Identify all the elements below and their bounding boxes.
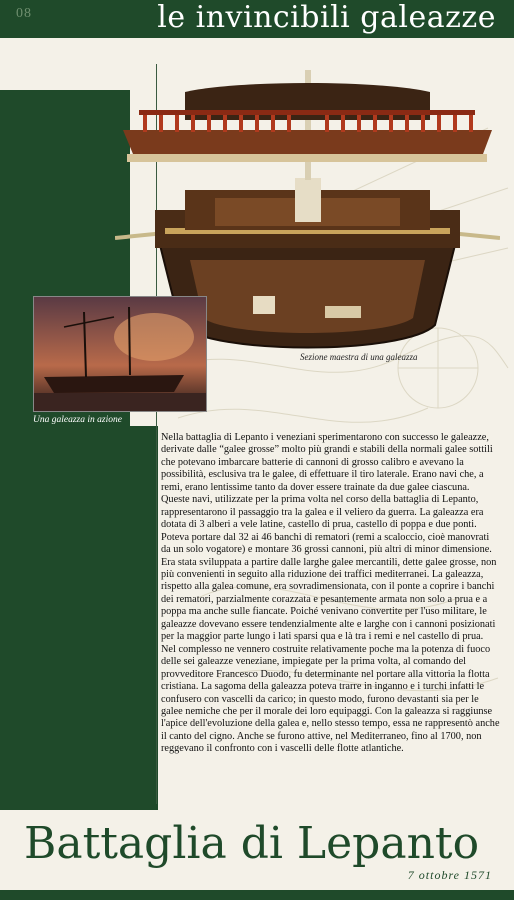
painting-caption: Una galeazza in azione bbox=[33, 415, 122, 425]
footer-title: Battaglia di Lepanto bbox=[24, 818, 480, 869]
paragraph: Nella battaglia di Lepanto i veneziani sperimentarono con successo le galeazze, derivate dalle “galee grosse” molto più grandi e stabili della normali galee sottili che potevano imbarcare batterie di cannoni di grosso calibro e avevano la possibilità, esclusiva tra le galee, di effettuare il tiro laterale. Erano navi che, a remi, erano lentissime tanto da dover essere trainate da due galee ciascuna. bbox=[161, 432, 493, 493]
footer-date: 7 ottobre 1571 bbox=[407, 868, 492, 882]
paragraph: Nel complesso ne vennero costruite relativamente poche ma la potenza di fuoco delle sei galeazze veneziane, impiegate per la prima volta, al comando del provveditore Francesco Duodo, fu determinante nel portare alla vittoria la flotta cristiana. La sagoma della galeazza poteva trarre in inganno e i turchi infatti le confusero con vascelli da carico; in questo modo, furono devastanti sia per le galee nemiche che per il morale dei loro equipaggi. Con la galeazza si raggiunse l'apice dell'evoluzione della galea e, nello stesso tempo, essa ne rappresentò anche il canto del cigno. Anche se furono attive, nel Mediterraneo, fino al 1700, non reggevano il confronto con i vascelli delle flotte atlantiche. bbox=[161, 643, 500, 755]
header-bar bbox=[0, 0, 514, 38]
battle-painting bbox=[33, 296, 207, 412]
page-title: le invincibili galeazze bbox=[157, 0, 496, 35]
ship-caption: Sezione maestra di una galeazza bbox=[300, 352, 418, 362]
side-panel-lower bbox=[0, 426, 158, 810]
article-body bbox=[161, 432, 501, 756]
footer-bar bbox=[0, 890, 514, 900]
paragraph: Era stata sviluppata a partire dalle larghe galee mercantili, dette galee grosse, non più convenienti in seguito alla riduzione dei traffici mediterranei. La galeazza, rispetto alla galea comune, era sovradimensionata, con il ponte a coprire i banchi dei rematori, parzialmente corazzata e pesantemente armata non solo a prua e a poppa ma anche sulle fiancate. Poiché venivano convertite per l'uso militare, le galeazze dovevano essere tendenzialmente alte e larghe con i cannoni posizionati per la maggior parte lungo i lati sparsi qua e là tra i remi e nel castello di prua. bbox=[161, 556, 497, 643]
paragraph: Queste navi, utilizzate per la prima volta nel corso della battaglia di Lepanto, rappresentarono il passaggio tra la galea e il veliero da guerra. La galeazza era dotata di 3 alberi a vele latine, castello di prua, castello di poppa e due ponti. Poteva portare dal 32 ai 46 banchi di rematori (remi a scaloccio, cioè manovrati da un solo vogatore) e montare 36 grossi cannoni, più altri di minor dimensione. bbox=[161, 494, 492, 556]
page-number: 08 bbox=[16, 6, 32, 21]
